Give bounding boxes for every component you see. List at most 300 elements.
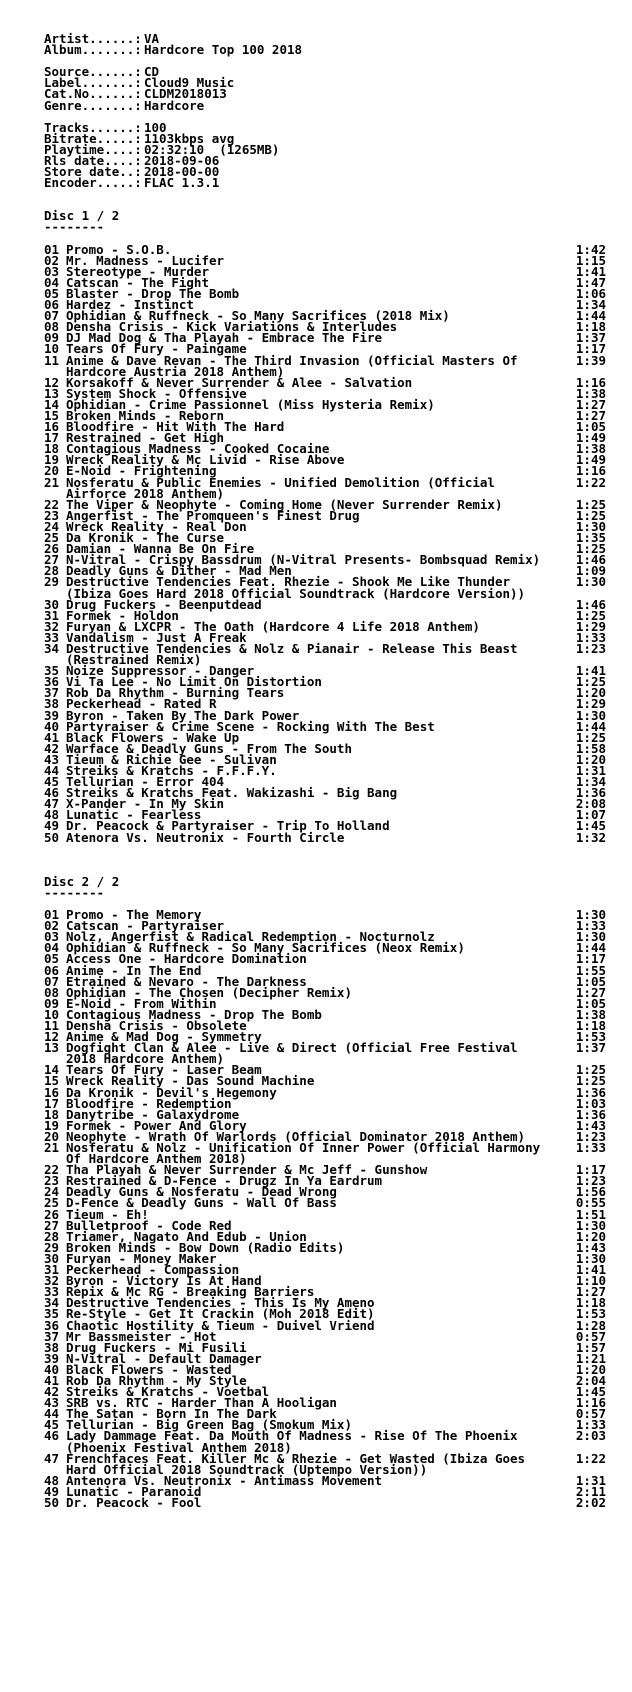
track-row	[44, 1428, 606, 1455]
track-duration: 1:25	[575, 1062, 606, 1078]
track-number: 43	[44, 1395, 60, 1411]
track-number: 16	[44, 1084, 60, 1100]
track-title: Wreck Reality & Mc Livid - Rise Above	[66, 452, 345, 468]
meta-key: Label.......:	[44, 75, 142, 91]
track-duration: 1:41	[575, 1262, 606, 1278]
track-duration: 1:35	[575, 530, 606, 546]
track-row	[44, 1040, 606, 1067]
track-number: 29	[44, 574, 60, 590]
track-number: 26	[44, 1206, 60, 1222]
track-duration: 1:36	[575, 785, 606, 801]
track-duration: 2:08	[575, 796, 606, 812]
track-title: Restrained & D-Fence - Drugz In Ya Eardrum	[66, 1173, 383, 1189]
track-title: Neophyte - Wrath Of Warlords (Official Dominator 2018 Anthem)	[66, 1128, 526, 1144]
track-duration: 1:20	[575, 1361, 606, 1377]
track-duration: 1:37	[575, 1040, 606, 1056]
track-number: 39	[44, 1350, 60, 1366]
track-number: 30	[44, 596, 60, 612]
track-number: 07	[44, 308, 60, 324]
track-title: Damian - Wanna Be On Fire	[66, 541, 255, 557]
track-list	[44, 241, 606, 845]
track-title: Byron - Taken By The Dark Power	[66, 707, 300, 723]
track-number: 35	[44, 663, 60, 679]
track-number: 24	[44, 1184, 60, 1200]
track-duration: 1:30	[575, 574, 606, 590]
track-duration: 1:27	[575, 396, 606, 412]
track-duration: 1:41	[575, 263, 606, 279]
track-duration: 1:18	[575, 1017, 606, 1033]
track-duration: 1:28	[575, 1317, 606, 1333]
track-list	[44, 909, 606, 1508]
track-number: 49	[44, 1483, 60, 1499]
track-duration: 1:33	[575, 1140, 606, 1155]
track-number: 01	[44, 241, 60, 257]
track-number: 28	[44, 563, 60, 579]
track-duration: 1:25	[575, 507, 606, 523]
track-number: 17	[44, 1095, 60, 1111]
meta-value: Cloud9 Music	[144, 75, 235, 91]
track-title: Nolz, Angerfist & Radical Redemption - Nocturnolz	[66, 929, 435, 945]
meta-value: CD	[144, 64, 160, 80]
track-duration: 1:10	[575, 1273, 606, 1289]
track-number: 44	[44, 1406, 60, 1422]
release-info	[44, 31, 606, 191]
track-number: 42	[44, 1384, 60, 1400]
track-title: Anime - In The End	[66, 962, 202, 978]
track-number: 38	[44, 696, 60, 712]
track-number: 12	[44, 374, 60, 390]
track-duration: 1:36	[575, 1084, 606, 1100]
track-number: 14	[44, 1062, 60, 1078]
track-title: Anime & Mad Dog - Symmetry	[66, 1029, 262, 1045]
track-duration: 1:32	[575, 829, 606, 845]
track-number: 03	[44, 263, 60, 279]
track-duration: 1:25	[575, 1073, 606, 1089]
track-duration: 1:07	[575, 807, 606, 823]
track-duration: 1:05	[575, 973, 606, 989]
track-duration: 1:16	[575, 374, 606, 390]
track-number: 48	[44, 807, 60, 823]
track-number: 40	[44, 1361, 60, 1377]
track-duration: 1:23	[575, 1128, 606, 1144]
track-duration: 1:06	[575, 285, 606, 301]
track-number: 20	[44, 463, 60, 479]
track-duration: 1:30	[575, 907, 606, 923]
track-number: 18	[44, 1106, 60, 1122]
track-title: DJ Mad Dog & Tha Playah - Embrace The Fire	[66, 330, 383, 346]
track-duration: 1:56	[575, 1184, 606, 1200]
track-number: 20	[44, 1128, 60, 1144]
track-title: Catscan - Partyraiser	[66, 918, 225, 934]
track-duration: 1:25	[575, 729, 606, 745]
track-duration: 1:49	[575, 452, 606, 468]
track-duration: 1:17	[575, 1162, 606, 1178]
meta-key: Bitrate.....:	[44, 130, 142, 146]
track-title: Bulletproof - Code Red	[66, 1217, 232, 1233]
track-title: Nosferatu & Nolz - Unification Of Inner Power (Official Harmony Of Hardcore Anthem 2018)	[66, 1140, 541, 1167]
track-title: Lunatic - Paranoid	[66, 1483, 202, 1499]
track-row	[44, 574, 606, 601]
track-number: 28	[44, 1228, 60, 1244]
meta-line	[44, 42, 606, 58]
track-duration: 1:53	[575, 1029, 606, 1045]
track-duration: 1:15	[575, 252, 606, 268]
track-duration: 1:27	[575, 1284, 606, 1300]
track-duration: 1:57	[575, 1339, 606, 1355]
track-number: 02	[44, 252, 60, 268]
track-title: Ophidian - The Chosen (Decipher Remix)	[66, 984, 352, 1000]
track-number: 27	[44, 552, 60, 568]
track-number: 41	[44, 1372, 60, 1388]
track-duration: 1:33	[575, 918, 606, 934]
track-number: 50	[44, 829, 60, 845]
track-title: N-Vitral - Crispy Bassdrum (N-Vitral Presents- Bombsquad Remix)	[66, 552, 541, 568]
track-title: Tieum - Eh!	[66, 1206, 149, 1222]
track-title: Wreck Reality - Das Sound Machine	[66, 1073, 315, 1089]
track-title: Re-Style - Get It Crackin (Moh 2018 Edit)	[66, 1306, 375, 1322]
track-row	[44, 1497, 606, 1508]
meta-line	[44, 97, 606, 113]
track-title: Rob Da Rhythm - Burning Tears	[66, 685, 285, 701]
track-duration: 1:33	[575, 629, 606, 645]
track-title: Access One - Hardcore Domination	[66, 951, 307, 967]
track-duration: 1:29	[575, 618, 606, 634]
track-duration: 1:18	[575, 1295, 606, 1311]
track-duration: 2:03	[575, 1428, 606, 1444]
track-title: Ophidian - Crime Passionnel (Miss Hysteria Remix)	[66, 396, 435, 412]
meta-key: Store date..:	[44, 164, 142, 180]
track-number: 42	[44, 740, 60, 756]
track-title: Chaotic Hostility & Tieum - Duivel Vriend	[66, 1317, 375, 1333]
track-title: Warface & Deadly Guns - From The South	[66, 740, 352, 756]
track-number: 40	[44, 718, 60, 734]
track-duration: 1:05	[575, 995, 606, 1011]
track-number: 22	[44, 496, 60, 512]
meta-key: Artist......:	[44, 31, 142, 46]
track-title: Streiks & Kratchs - Voetbal	[66, 1384, 270, 1400]
track-title: Vandalism - Just A Freak	[66, 629, 247, 645]
track-title: Dr. Peacock - Fool	[66, 1495, 202, 1510]
track-number: 33	[44, 1284, 60, 1300]
track-duration: 1:45	[575, 818, 606, 834]
track-number: 25	[44, 530, 60, 546]
track-number: 09	[44, 995, 60, 1011]
track-title: Dr. Peacock & Partyraiser - Trip To Holland	[66, 818, 390, 834]
track-title: Deadly Guns & Dither - Mad Men	[66, 563, 292, 579]
meta-key: Cat.No......:	[44, 86, 142, 102]
meta-value: 2018-00-00	[144, 164, 220, 180]
track-number: 49	[44, 818, 60, 834]
track-title: Black Flowers - Wasted	[66, 1361, 232, 1377]
track-number: 30	[44, 1250, 60, 1266]
track-duration: 1:44	[575, 308, 606, 324]
track-title: Restrained - Get High	[66, 430, 225, 446]
track-duration: 1:46	[575, 596, 606, 612]
track-duration: 1:29	[575, 696, 606, 712]
track-number: 41	[44, 729, 60, 745]
track-duration: 0:57	[575, 1406, 606, 1422]
track-duration: 1:16	[575, 1395, 606, 1411]
track-title: Antenora Vs. Neutronix - Antimass Movement	[66, 1472, 383, 1488]
track-number: 04	[44, 274, 60, 290]
disc-section	[44, 873, 606, 1510]
track-number: 38	[44, 1339, 60, 1355]
meta-key: Playtime....:	[44, 141, 142, 157]
track-title: Wreck Reality - Real Don	[66, 518, 247, 534]
track-title: Danytribe - Galaxydrome	[66, 1106, 240, 1122]
track-duration: 1:43	[575, 1239, 606, 1255]
track-title: SRB vs. RTC - Harder Than A Hooligan	[66, 1395, 337, 1411]
meta-value: 100	[144, 119, 167, 135]
track-duration: 1:37	[575, 330, 606, 346]
meta-value: Hardcore	[144, 97, 205, 113]
track-duration: 1:17	[575, 951, 606, 967]
track-title: Contagious Madness - Cooked Cocaine	[66, 441, 330, 457]
track-title: Streiks & Kratchs - F.F.F.Y.	[66, 763, 277, 778]
track-duration: 1:42	[575, 241, 606, 257]
track-title: Nosferatu & Public Enemies - Unified Demolition (Official Airforce 2018 Anthem)	[66, 474, 495, 501]
track-duration: 1:46	[575, 552, 606, 568]
track-duration: 1:30	[575, 929, 606, 945]
track-number: 26	[44, 541, 60, 557]
track-title: Densha Crisis - Kick Variations & Interludes	[66, 319, 398, 335]
track-title: Densha Crisis - Obsolete	[66, 1017, 247, 1033]
track-title: Vi Ta Lee - No Limit On Distortion	[66, 674, 322, 690]
track-duration: 1:38	[575, 441, 606, 457]
track-number: 24	[44, 518, 60, 534]
track-title: D-Fence & Deadly Guns - Wall Of Bass	[66, 1195, 337, 1211]
track-title: Destructive Tendencies & Nolz & Pianair - Release This Beast (Restrained Remix)	[66, 640, 518, 668]
track-number: 12	[44, 1029, 60, 1045]
track-number: 22	[44, 1162, 60, 1178]
track-title: Deadly Guns & Nosferatu - Dead Wrong	[66, 1184, 337, 1200]
track-number: 37	[44, 1328, 60, 1344]
track-number: 15	[44, 1073, 60, 1089]
track-number: 37	[44, 685, 60, 701]
track-title: Peckerhead - Compassion	[66, 1262, 240, 1278]
track-duration: 1:34	[575, 774, 606, 790]
track-title: Tears Of Fury - Laser Beam	[66, 1062, 262, 1078]
track-number: 09	[44, 330, 60, 346]
track-duration: 1:25	[575, 607, 606, 623]
track-title: Etrained & Nevaro - The Darkness	[66, 973, 307, 989]
meta-value: 1103kbps avg	[144, 130, 235, 146]
track-number: 07	[44, 973, 60, 989]
disc-rule: --------	[44, 219, 105, 235]
track-number: 08	[44, 319, 60, 335]
track-duration: 1:38	[575, 385, 606, 401]
track-title: Broken Minds - Reborn	[66, 408, 225, 423]
track-duration: 1:33	[575, 1417, 606, 1433]
meta-key: Rls date....:	[44, 153, 142, 169]
track-number: 46	[44, 1428, 60, 1444]
track-title: N-Vitral - Default Damager	[66, 1350, 262, 1366]
track-duration: 2:11	[575, 1483, 606, 1499]
track-title: Promo - S.O.B.	[66, 241, 172, 257]
meta-key: Tracks......:	[44, 119, 142, 135]
track-duration: 1:53	[575, 1306, 606, 1322]
track-duration: 1:36	[575, 1106, 606, 1122]
track-title: Rob Da Rhythm - My Style	[66, 1372, 247, 1388]
track-number: 36	[44, 1317, 60, 1333]
track-duration: 1:20	[575, 685, 606, 701]
track-duration: 1:22	[575, 1450, 606, 1466]
track-duration: 1:09	[575, 563, 606, 579]
track-title: Black Flowers - Wake Up	[66, 729, 240, 745]
track-row	[44, 1140, 606, 1167]
track-duration: 1:18	[575, 319, 606, 335]
track-duration: 0:57	[575, 1328, 606, 1344]
track-duration: 1:03	[575, 1095, 606, 1111]
track-title: Tears Of Fury - Paingame	[66, 341, 247, 357]
track-duration: 1:44	[575, 718, 606, 734]
track-duration: 1:45	[575, 1384, 606, 1400]
track-title: Hardez - Instinct	[66, 297, 194, 313]
track-title: System Shock - Offensive	[66, 385, 247, 401]
track-duration: 0:55	[575, 1195, 606, 1211]
meta-value: Hardcore Top 100 2018	[144, 42, 303, 58]
track-title: Tellurian - Error 404	[66, 774, 225, 790]
track-title: Partyraiser & Crime Scene - Rocking With The Best	[66, 718, 435, 734]
track-number: 05	[44, 951, 60, 967]
track-number: 23	[44, 507, 60, 523]
track-number: 23	[44, 1173, 60, 1189]
track-row	[44, 1450, 606, 1477]
track-number: 48	[44, 1472, 60, 1488]
meta-value: 02:32:10 (1265MB)	[144, 141, 280, 157]
track-number: 43	[44, 751, 60, 767]
track-number: 10	[44, 341, 60, 357]
track-number: 46	[44, 785, 60, 801]
meta-value: FLAC 1.3.1	[144, 175, 220, 191]
track-number: 34	[44, 640, 60, 656]
track-title: Atenora Vs. Neutronix - Fourth Circle	[66, 829, 345, 845]
track-number: 31	[44, 1262, 60, 1278]
track-title: Broken Minds - Bow Down (Radio Edits)	[66, 1239, 345, 1255]
track-number: 32	[44, 1273, 60, 1289]
track-duration: 1:47	[575, 274, 606, 290]
track-duration: 1:43	[575, 1117, 606, 1133]
track-number: 17	[44, 430, 60, 446]
track-title: Ophidian & Ruffneck - So Many Sacrifices (2018 Mix)	[66, 308, 450, 324]
track-number: 14	[44, 396, 60, 412]
track-number: 15	[44, 408, 60, 423]
track-title: Furyan & LXCPR - The Oath (Hardcore 4 Life 2018 Anthem)	[66, 618, 480, 634]
track-duration: 1:30	[575, 707, 606, 723]
track-duration: 1:25	[575, 541, 606, 557]
track-title: Drug Fuckers - Beenputdead	[66, 596, 262, 612]
track-number: 06	[44, 297, 60, 313]
track-duration: 1:05	[575, 419, 606, 435]
track-number: 32	[44, 618, 60, 634]
meta-value: CLDM2018013	[144, 86, 227, 102]
track-title: Da Kronik - Devil's Hegemony	[66, 1084, 277, 1100]
tracklists	[44, 210, 606, 1508]
meta-key: Album.......:	[44, 42, 142, 58]
track-duration: 1:27	[575, 984, 606, 1000]
track-duration: 1:21	[575, 1350, 606, 1366]
track-title: Lady Dammage Feat. Da Mouth Of Madness - Rise Of The Phoenix (Phoenix Festival Anthem 2018)	[66, 1428, 518, 1455]
track-number: 13	[44, 1040, 60, 1056]
track-title: Formek - Holdon	[66, 607, 179, 623]
track-number: 04	[44, 940, 60, 956]
disc-section	[44, 210, 606, 853]
track-number: 47	[44, 796, 60, 812]
track-title: Tieum & Richie Gee - Sulivan	[66, 751, 277, 767]
track-row	[44, 640, 606, 668]
track-title: Bloodfire - Hit With The Hard	[66, 419, 285, 435]
track-number: 19	[44, 1117, 60, 1133]
track-duration: 1:31	[575, 763, 606, 778]
track-number: 01	[44, 907, 60, 923]
track-duration: 1:49	[575, 430, 606, 446]
track-duration: 1:58	[575, 740, 606, 756]
track-duration: 1:30	[575, 1217, 606, 1233]
disc-rule: --------	[44, 884, 105, 900]
track-number: 47	[44, 1450, 60, 1466]
track-duration: 1:22	[575, 474, 606, 490]
track-number: 44	[44, 763, 60, 778]
track-title: E-Noid - Frightening	[66, 463, 217, 479]
track-number: 50	[44, 1495, 60, 1510]
track-title: Frenchfaces Feat. Killer Mc & Rhezie - Get Wasted (Ibiza Goes Hard Official 2018 Soundtrack (Uptempo Version))	[66, 1450, 526, 1477]
track-duration: 1:20	[575, 751, 606, 767]
track-number: 34	[44, 1295, 60, 1311]
track-number: 21	[44, 1140, 60, 1155]
track-number: 18	[44, 441, 60, 457]
track-number: 36	[44, 674, 60, 690]
track-title: The Viper & Neophyte - Coming Home (Never Surrender Remix)	[66, 496, 503, 512]
track-title: Streiks & Kratchs Feat. Wakizashi - Big Bang	[66, 785, 398, 801]
track-number: 35	[44, 1306, 60, 1322]
track-title: Repix & Mc RG - Breaking Barriers	[66, 1284, 315, 1300]
track-duration: 1:23	[575, 1173, 606, 1189]
track-number: 08	[44, 984, 60, 1000]
track-duration: 1:20	[575, 1228, 606, 1244]
track-number: 16	[44, 419, 60, 435]
track-number: 05	[44, 285, 60, 301]
track-duration: 2:04	[575, 1372, 606, 1388]
track-title: Tellurian - Big Green Bag (Smokum Mix)	[66, 1417, 352, 1433]
track-number: 11	[44, 1017, 60, 1033]
meta-value: VA	[144, 31, 160, 46]
track-title: Mr Bassmeister - Hot	[66, 1328, 217, 1344]
track-title: Promo - The Memory	[66, 907, 202, 923]
track-title: X-Pander - In My Skin	[66, 796, 225, 812]
track-number: 29	[44, 1239, 60, 1255]
track-title: Mr. Madness - Lucifer	[66, 252, 225, 268]
track-number: 03	[44, 929, 60, 945]
track-duration: 1:31	[575, 1472, 606, 1488]
track-duration: 1:41	[575, 663, 606, 679]
track-number: 45	[44, 774, 60, 790]
track-duration: 1:30	[575, 518, 606, 534]
track-duration: 1:51	[575, 1206, 606, 1222]
track-number: 39	[44, 707, 60, 723]
track-duration: 1:23	[575, 640, 606, 656]
track-duration: 1:16	[575, 463, 606, 479]
track-number: 10	[44, 1006, 60, 1022]
track-title: Bloodfire - Redemption	[66, 1095, 232, 1111]
track-title: Da Kronik - The Curse	[66, 530, 225, 546]
track-duration: 1:25	[575, 496, 606, 512]
track-duration: 1:27	[575, 408, 606, 423]
track-duration: 1:39	[575, 352, 606, 368]
track-title: E-Noid - From Within	[66, 995, 217, 1011]
track-title: Drug Fuckers - Mi Fusili	[66, 1339, 247, 1355]
track-duration: 1:38	[575, 1006, 606, 1022]
track-number: 27	[44, 1217, 60, 1233]
